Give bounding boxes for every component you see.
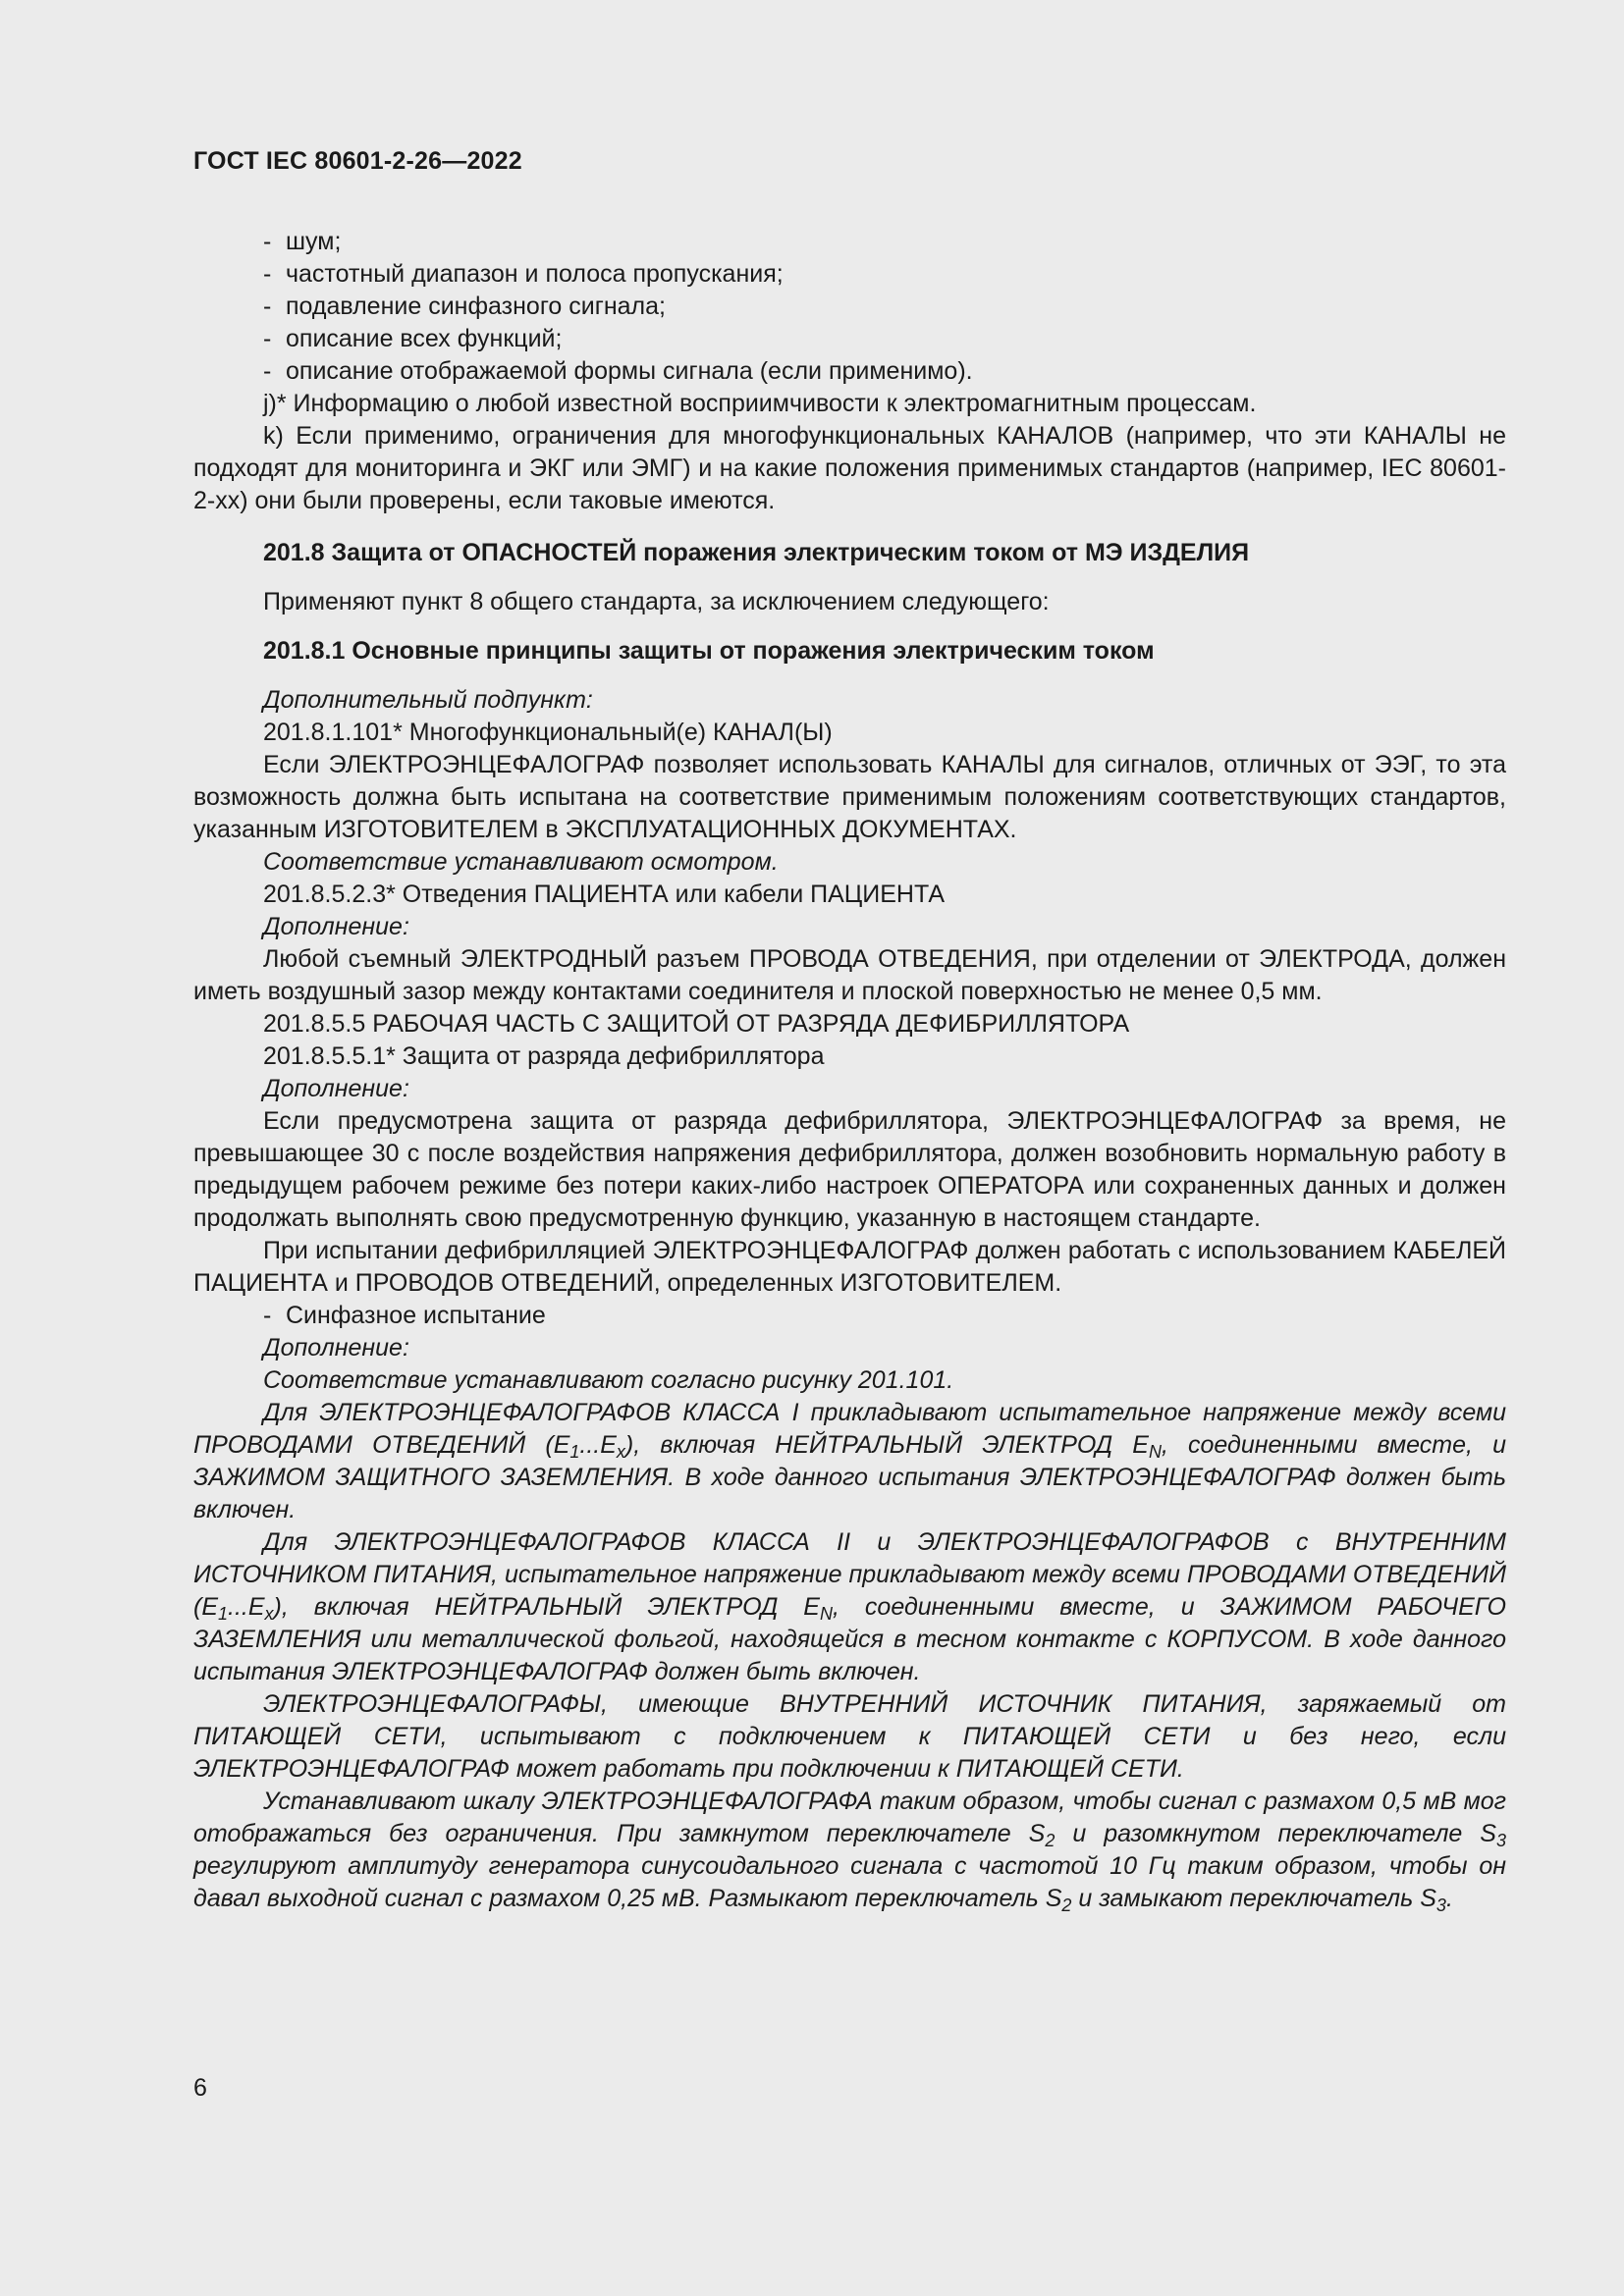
page-number: 6 [193,2074,207,2102]
paragraph-if-protection: Если предусмотрена защита от разряда дефибриллятора, ЭЛЕКТРОЭНЦЕФАЛОГРАФ за время, не превышающее 30 с после воздействия напряжения дефибриллятора, должен возобновить нормальную работу в предыдущем рабочем режиме без потери каких-либо настроек ОПЕРАТОРА или сохраненных данных и должен продолжать выполнять свою предусмотренную функцию, указанную в настоящем стандарте. [193,1107,1506,1232]
paragraph-defib-test: При испытании дефибрилляцией ЭЛЕКТРОЭНЦЕФАЛОГРАФ должен работать с использованием КАБЕЛЕЙ ПАЦИЕНТА и ПРОВОДОВ ОТВЕДЕНИЙ, определенных ИЗГОТОВИТЕЛЕМ. [193,1237,1506,1297]
paragraph-class-1: Для ЭЛЕКТРОЭНЦЕФАЛОГРАФОВ КЛАССА I прикладывают испытательное напряжение между всеми ПРОВОДАМИ ОТВЕДЕНИЙ $(E_1...E_x)$, включая НЕЙТРАЛЬНЫЙ ЭЛЕКТРОД $E_N$, соединенными вместе, и ЗАЖИМОМ ЗАЩИТНОГО ЗАЗЕМЛЕНИЯ. В ходе данного испытания ЭЛЕКТРОЭНЦЕФАЛОГРАФ должен быть включен. [193,1399,1506,1523]
paragraph-k: k) Если применимо, ограничения для многофункциональных КАНАЛОВ (например, что эти КАНАЛЫ не подходят для мониторинга и ЭКГ или ЭМГ) и на какие положения применимых стандартов (например, IEC 80601-2-xx) они были проверены, если таковые имеются. [193,422,1506,514]
paragraph-any-connector: Любой съемный ЭЛЕКТРОДНЫЙ разъем ПРОВОДА ОТВЕДЕНИЯ, при отделении от ЭЛЕКТРОДА, должен иметь воздушный зазор между контактами соединителя и плоской поверхностью не менее 0,5 мм. [193,945,1506,1005]
paragraph-scale: Устанавливают шкалу ЭЛЕКТРОЭНЦЕФАЛОГРАФА таким образом, чтобы сигнал с размахом 0,5 мВ мог отображаться без ограничения. При замкнутом переключателе $S_2$ и разомкнутом переключателе $S_3$ регулируют амплитуду генератора синусоидального сигнала с частотой 10 Гц таким образом, чтобы он давал выходной сигнал с размахом 0,25 мВ. Размыкают переключатель $S_2$ и замыкают переключатель $S_3$. [193,1788,1507,1916]
paragraph-addition: Дополнение: [263,913,409,940]
list-item: - подавление синфазного сигнала; [263,293,666,320]
paragraph-internal-power: ЭЛЕКТРОЭНЦЕФАЛОГРАФЫ, имеющие ВНУТРЕННИЙ ИСТОЧНИК ПИТАНИЯ, заряжаемый от ПИТАЮЩЕЙ СЕТИ, испытывают с подключением к ПИТАЮЩЕЙ СЕТИ и без него, если ЭЛЕКТРОЭНЦЕФАЛОГРАФ может работать при подключении к ПИТАЮЩЕЙ СЕТИ. [193,1690,1506,1783]
section-heading-201-8-1: 201.8.1 Основные принципы защиты от поражения электрическим током [263,637,1155,665]
paragraph-conformance-inspection: Соответствие устанавливают осмотром. [263,848,779,876]
paragraph-additional-subclause: Дополнительный подпункт: [263,686,593,714]
list-item: - описание отображаемой формы сигнала (если применимо). [263,357,973,385]
paragraph-j: j)* Информацию о любой известной восприимчивости к электромагнитным процессам. [263,390,1257,417]
document-body [193,226,1506,1915]
section-heading-201-8: 201.8 Защита от ОПАСНОСТЕЙ поражения электрическим током от МЭ ИЗДЕЛИЯ [263,539,1250,566]
list-item: - описание всех функций; [263,325,563,352]
list-item: - шум; [263,228,342,255]
list-item-text: Синфазное испытание [286,1302,546,1329]
paragraph-addition: Дополнение: [263,1075,409,1102]
paragraph-if-eeg: Если ЭЛЕКТРОЭНЦЕФАЛОГРАФ позволяет использовать КАНАЛЫ для сигналов, отличных от ЭЭГ, то эта возможность должна быть испытана на соответствие применимым положениям соответствующих стандартов, указанным ИЗГОТОВИТЕЛЕМ в ЭКСПЛУАТАЦИОННЫХ ДОКУМЕНТАХ. [193,751,1506,843]
paragraph-201-8-5-5: 201.8.5.5 РАБОЧАЯ ЧАСТЬ С ЗАЩИТОЙ ОТ РАЗРЯДА ДЕФИБРИЛЛЯТОРА [263,1010,1130,1038]
list-item-text: подавление синфазного сигнала; [286,293,666,320]
list-item-text: описание отображаемой формы сигнала (если применимо). [286,357,973,385]
paragraph-conformance-figure: Соответствие устанавливают согласно рисунку 201.101. [263,1366,954,1394]
document-header: ГОСТ IEC 80601-2-26—2022 [193,147,522,175]
list-item-text: частотный диапазон и полоса пропускания; [286,260,784,288]
list-item: - частотный диапазон и полоса пропускания; [263,260,784,288]
paragraph-addition: Дополнение: [263,1334,409,1362]
paragraph-201-8-5-2-3: 201.8.5.2.3* Отведения ПАЦИЕНТА или кабели ПАЦИЕНТА [263,881,946,908]
paragraph-class-2: Для ЭЛЕКТРОЭНЦЕФАЛОГРАФОВ КЛАССА II и ЭЛЕКТРОЭНЦЕФАЛОГРАФОВ с ВНУТРЕННИМ ИСТОЧНИКОМ ПИТАНИЯ, испытательное напряжение прикладывают между всеми ПРОВОДАМИ ОТВЕДЕНИЙ $(E_1...E_x)$, включая НЕЙТРАЛЬНЫЙ ЭЛЕКТРОД $E_N$, соединенными вместе, и ЗАЖИМОМ РАБОЧЕГО ЗАЗЕМЛЕНИЯ или металлической фольгой, находящейся в тесном контакте с КОРПУСОМ. В ходе данного испытания ЭЛЕКТРОЭНЦЕФАЛОГРАФ должен быть включен. [193,1528,1506,1685]
paragraph-201-8-1-101: 201.8.1.101* Многофункциональный(е) КАНАЛ(Ы) [263,719,833,746]
list-item-text: описание всех функций; [286,325,563,352]
list-item-text: шум; [286,228,342,255]
paragraph-201-8-5-5-1: 201.8.5.5.1* Защита от разряда дефибриллятора [263,1042,825,1070]
paragraph-apply: Применяют пункт 8 общего стандарта, за исключением следующего: [263,588,1050,615]
list-item: - Синфазное испытание [263,1302,546,1329]
